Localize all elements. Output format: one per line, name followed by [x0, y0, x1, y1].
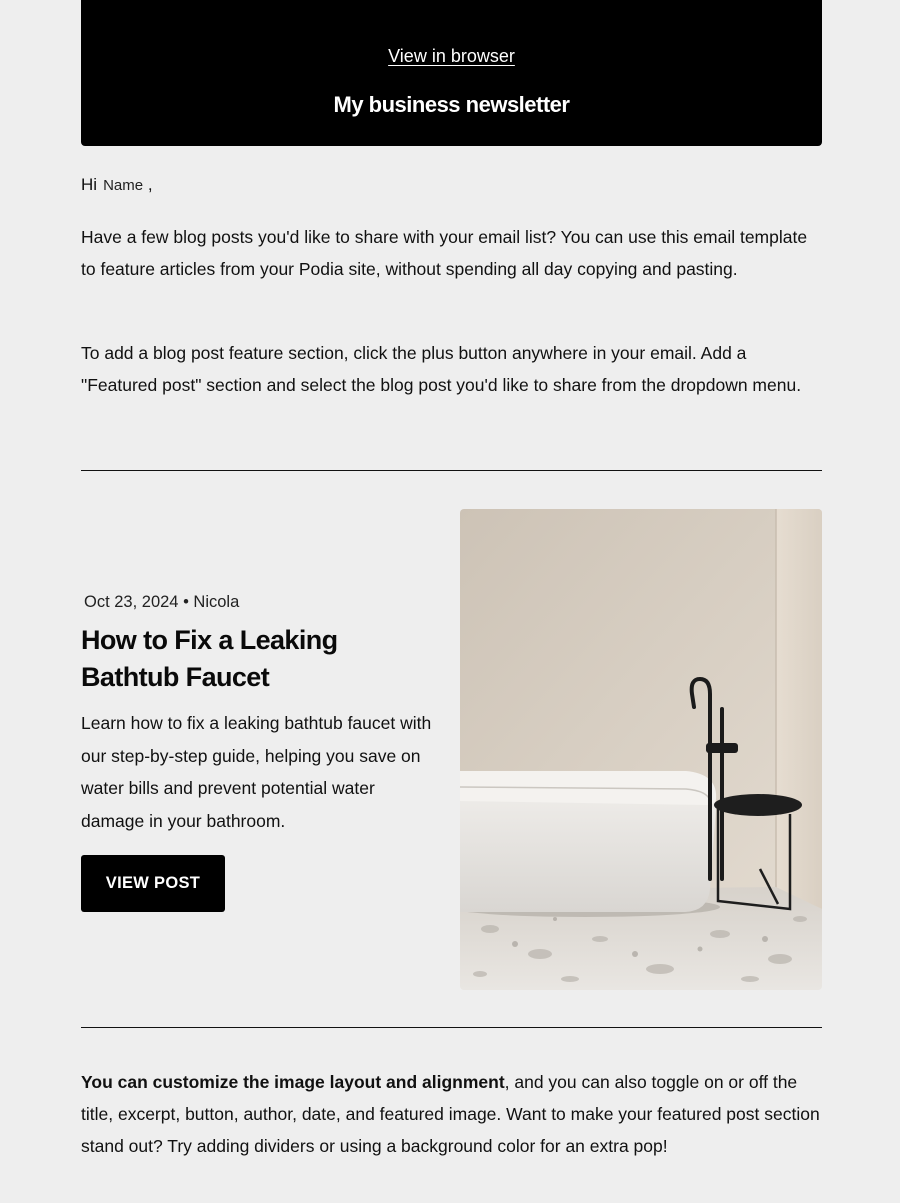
- divider-bottom: [81, 1027, 822, 1028]
- greeting-comma: ,: [147, 175, 153, 194]
- intro-paragraph-2: To add a blog post feature section, click the plus button anywhere in your email. Add a "Featured post" section and select the blog post you'd like to share from the dropdown menu.: [81, 343, 802, 395]
- greeting: [81, 175, 153, 196]
- newsletter-title: My business newsletter: [333, 92, 570, 117]
- divider-top: [81, 470, 822, 471]
- post-meta: Oct 23, 2024 • Nicola: [84, 593, 240, 611]
- post-excerpt: Learn how to fix a leaking bathtub faucet with our step-by-step guide, helping you save on water bills and prevent potential water damage in your bathroom.: [81, 713, 432, 831]
- name-merge-tag: Name: [103, 177, 144, 194]
- greeting-hi: Hi: [81, 175, 98, 194]
- post-featured-image[interactable]: [460, 509, 822, 990]
- customize-paragraph: [81, 1066, 822, 1162]
- customize-paragraph-bold: You can customize the image layout and alignment: [81, 1072, 505, 1092]
- intro-paragraph-1: Have a few blog posts you'd like to share with your email list? You can use this email template to feature articles from your Podia site, without spending all day copying and pasting.: [81, 227, 808, 279]
- view-post-button[interactable]: VIEW POST: [81, 855, 225, 912]
- newsletter-header: [81, 0, 822, 146]
- view-in-browser-link[interactable]: View in browser: [388, 46, 515, 66]
- customize-paragraph-rest: , and you can also toggle on or off the title, excerpt, button, author, date, and featured image. Want to make your featured post section stand out? Try adding dividers or using a background color for an extra pop!: [81, 1072, 820, 1156]
- post-title[interactable]: How to Fix a Leaking Bathtub Faucet: [81, 625, 338, 692]
